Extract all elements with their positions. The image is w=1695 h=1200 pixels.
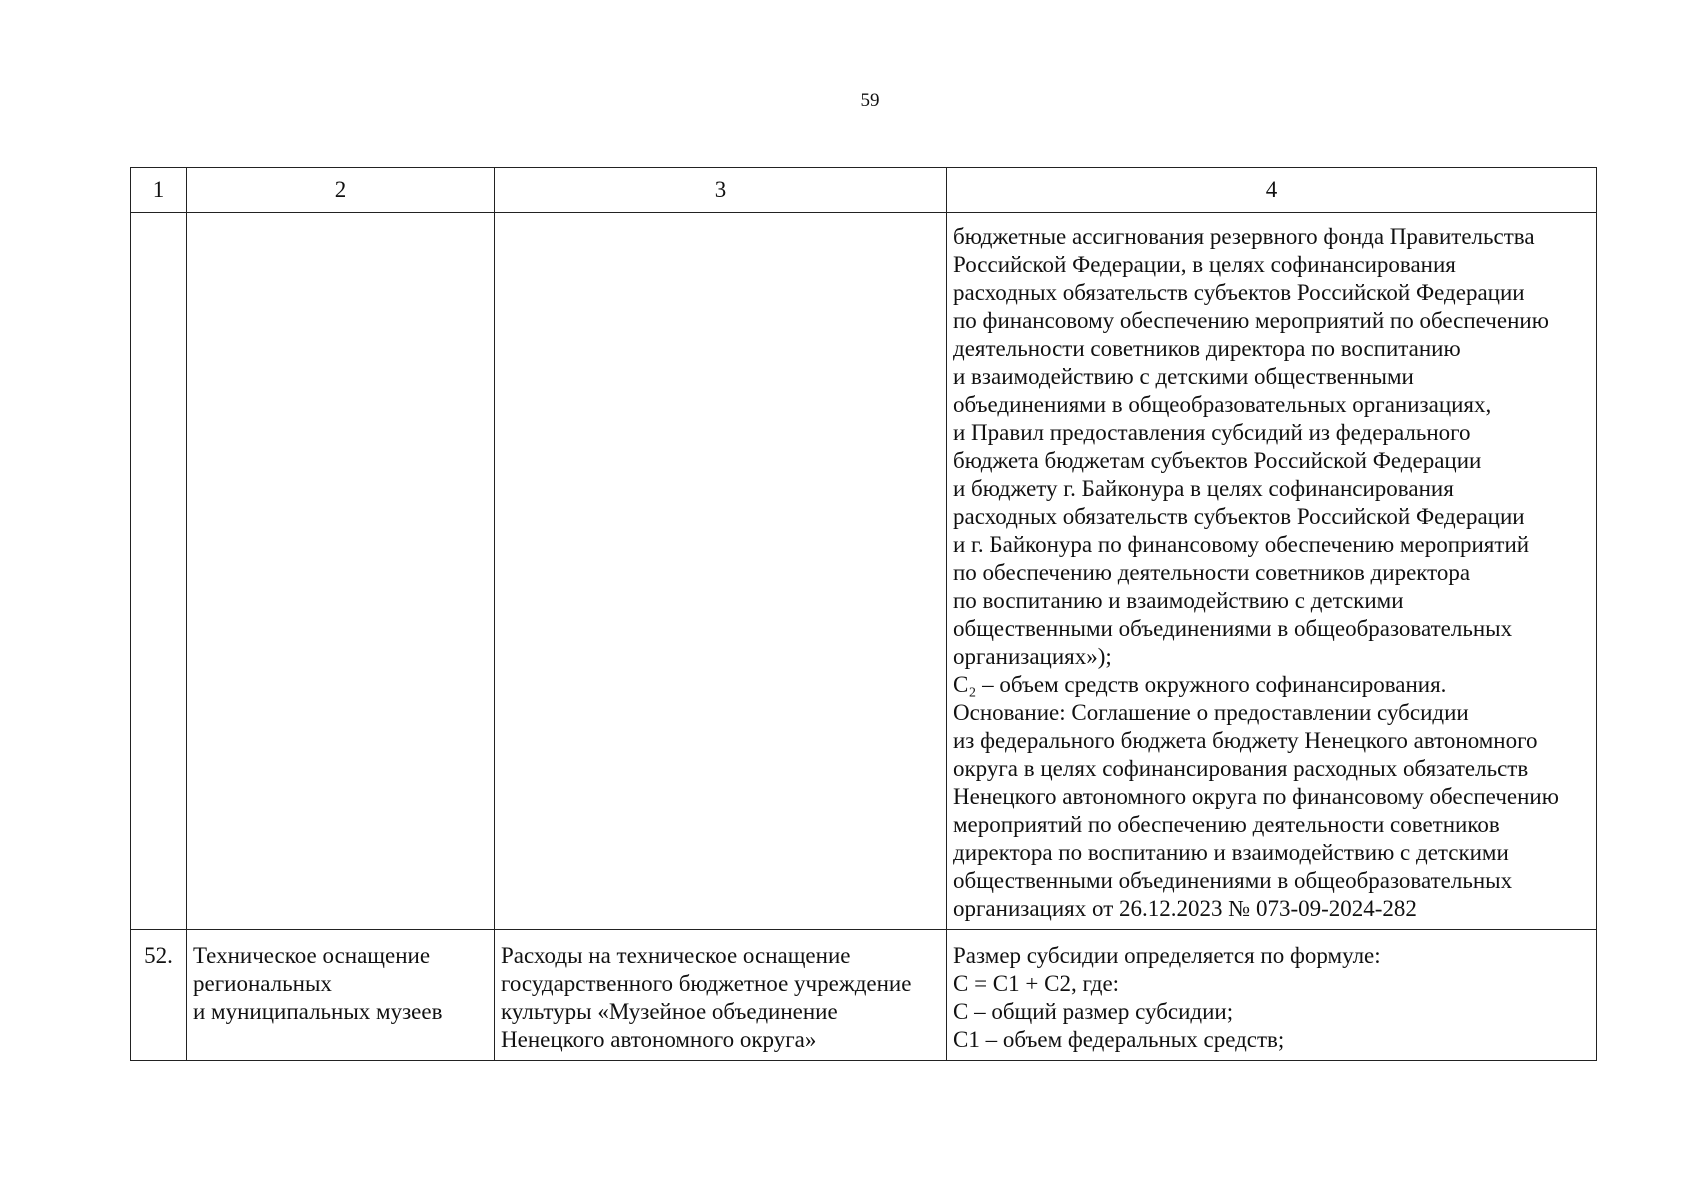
calculation-cell — [947, 213, 1597, 930]
calculation-cell — [947, 930, 1597, 1061]
table-header-row — [131, 168, 1597, 213]
table-row — [131, 930, 1597, 1061]
text-line: объединениями в общеобразовательных организациях, — [953, 392, 1492, 417]
text-line: культуры «Музейное объединение — [501, 999, 838, 1024]
text-line: Ненецкого автономного округа по финансовому обеспечению — [953, 784, 1559, 809]
row-number-cell — [131, 213, 187, 930]
text-line: С1 – объем федеральных средств; — [953, 1027, 1285, 1052]
text-line: расходных обязательств субъектов Российской Федерации — [953, 504, 1525, 529]
text-line: организациях от 26.12.2023 № 073-09-2024-282 — [953, 896, 1417, 921]
text-line: и взаимодействию с детскими общественными — [953, 364, 1414, 389]
page-number: 59 — [860, 90, 880, 111]
text-line: по воспитанию и взаимодействию с детскими — [953, 588, 1404, 613]
text-line: общественными объединениями в общеобразовательных — [953, 868, 1513, 893]
text-line: по обеспечению деятельности советников директора — [953, 560, 1471, 585]
table-row — [131, 213, 1597, 930]
text-line: С₂ – объем средств окружного софинансирования. — [953, 672, 1447, 697]
text-line: Размер субсидии определяется по формуле: — [953, 943, 1381, 968]
header-cell: 2 — [187, 168, 495, 213]
expense-cell — [495, 930, 947, 1061]
expense-cell — [495, 213, 947, 930]
text-line: расходных обязательств субъектов Российской Федерации — [953, 280, 1525, 305]
text-line: организациях»); — [953, 644, 1112, 669]
text-line: директора по воспитанию и взаимодействию с детскими — [953, 840, 1509, 865]
header-cell: 4 — [947, 168, 1597, 213]
text-line: и бюджету г. Байконура в целях софинансирования — [953, 476, 1454, 501]
text-line: С – общий размер субсидии; — [953, 999, 1234, 1024]
text-line: мероприятий по обеспечению деятельности советников — [953, 812, 1500, 837]
text-line: государственного бюджетное учреждение — [501, 971, 912, 996]
text-line: и муниципальных музеев — [193, 999, 443, 1024]
text-line: Ненецкого автономного округа» — [501, 1027, 817, 1052]
text-line: деятельности советников директора по воспитанию — [953, 336, 1461, 361]
text-line: и г. Байконура по финансовому обеспечению мероприятий — [953, 532, 1530, 557]
text-line: Основание: Соглашение о предоставлении субсидии — [953, 700, 1469, 725]
text-line: Российской Федерации, в целях софинансирования — [953, 252, 1456, 277]
text-line: Техническое оснащение — [193, 943, 431, 968]
text-line: из федерального бюджета бюджету Ненецкого автономного — [953, 728, 1538, 753]
text-line: округа в целях софинансирования расходных обязательств — [953, 756, 1529, 781]
row-number-cell: 52. — [131, 930, 187, 1061]
text-line: бюджета бюджетам субъектов Российской Федерации — [953, 448, 1482, 473]
direction-cell — [187, 213, 495, 930]
text-line: региональных — [193, 971, 332, 996]
text-line: С = С1 + С2, где: — [953, 971, 1120, 996]
direction-cell — [187, 930, 495, 1061]
text-line: Расходы на техническое оснащение — [501, 943, 851, 968]
budget-table — [130, 167, 1597, 1061]
text-line: по финансовому обеспечению мероприятий по обеспечению — [953, 308, 1549, 333]
text-line: общественными объединениями в общеобразовательных — [953, 616, 1513, 641]
header-cell: 3 — [495, 168, 947, 213]
text-line: и Правил предоставления субсидий из федерального — [953, 420, 1471, 445]
text-line: бюджетные ассигнования резервного фонда Правительства — [953, 224, 1535, 249]
header-cell: 1 — [131, 168, 187, 213]
